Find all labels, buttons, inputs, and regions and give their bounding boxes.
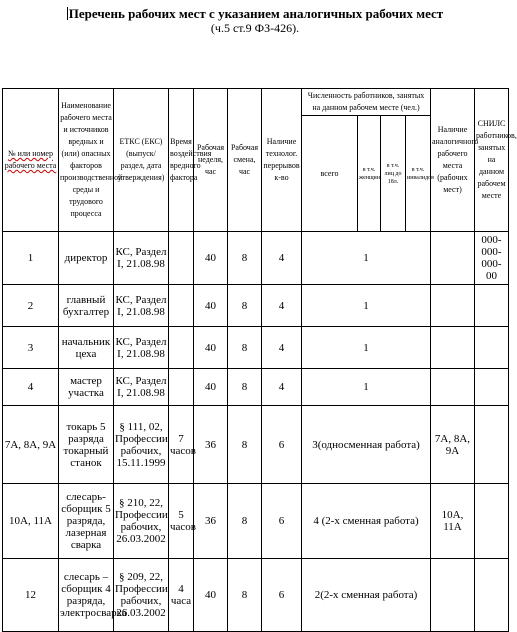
cell-breaks: 4 [262,285,302,327]
header-col-total: всего [302,116,358,232]
header-col-analog: Наличие аналогичного рабочего места (рабочих мест) [431,89,475,232]
cell-name: директор [59,232,114,285]
cell-shift: 8 [228,406,262,484]
table-row [3,406,509,484]
cell-snils [475,406,509,484]
cell-time: 4 часа [169,559,194,632]
cell-snils [475,285,509,327]
cell-num: 4 [3,369,59,406]
cell-etks: КС, Раздел I, 21.08.98 [114,285,169,327]
cell-total: 1 [302,327,431,369]
header-col-num: № или номер рабочего места [4,149,57,170]
cell-snils [475,559,509,632]
cell-time: 7 часов [169,406,194,484]
cell-week: 36 [194,406,228,484]
header-col-snils: СНИЛС работников, занятых на данном рабочем месте [475,89,509,232]
cell-num: 7А, 8А, 9А [3,406,59,484]
header-col-time: Время воздействия вредного фактора [169,89,194,232]
cell-etks: § 209, 22, Профессии рабочих, 26.03.2002 [114,559,169,632]
cell-breaks: 4 [262,232,302,285]
cell-breaks: 6 [262,559,302,632]
cell-shift: 8 [228,327,262,369]
cell-week: 40 [194,327,228,369]
cell-analog [431,327,475,369]
workplaces-table [2,88,517,632]
table-row [3,232,509,285]
cell-time: 5 часов [169,484,194,559]
cell-etks: КС, Раздел I, 21.08.98 [114,232,169,285]
cell-num: 1 [3,232,59,285]
cell-num: 10А, 11А [3,484,59,559]
cell-total: 4 (2-х сменная работа) [302,484,431,559]
cell-analog [431,559,475,632]
cell-analog [431,369,475,406]
cell-name: мастер участка [59,369,114,406]
cell-week: 36 [194,484,228,559]
header-group-count: Численность работников, занятых на данном рабочем месте (чел.) [302,89,431,116]
table-row [3,484,509,559]
cell-time [169,285,194,327]
cell-total: 3(односменная работа) [302,406,431,484]
header-col-disabled: в т.ч. инвалидов [406,116,431,232]
cell-name: главный бухгалтер [59,285,114,327]
cell-num: 12 [3,559,59,632]
text-cursor [67,7,68,20]
cell-time [169,369,194,406]
cell-analog [431,285,475,327]
cell-week: 40 [194,232,228,285]
cell-shift: 8 [228,559,262,632]
cell-analog [431,232,475,285]
table-row [3,369,509,406]
cell-snils [475,484,509,559]
header-col-breaks: Наличие технолог. перерывов к-во [262,89,302,232]
header-col-shift: Рабочая смена, час [228,89,262,232]
cell-total: 1 [302,232,431,285]
cell-shift: 8 [228,484,262,559]
cell-etks: КС, Раздел I, 21.08.98 [114,369,169,406]
cell-breaks: 4 [262,327,302,369]
cell-etks: КС, Раздел I, 21.08.98 [114,327,169,369]
cell-analog: 10А, 11А [431,484,475,559]
header-col-etks: ЕТКС (ЕКС) (выпуск/раздел, дата утверждения) [114,89,169,232]
cell-etks: § 111, 02, Профессии рабочих, 15.11.1999 [114,406,169,484]
cell-name: токарь 5 разряда токарный станок [59,406,114,484]
header-col-women: в т.ч. женщин [358,116,381,232]
cell-breaks: 6 [262,406,302,484]
cell-breaks: 4 [262,369,302,406]
header-col-week: Рабочая неделя, час [194,89,228,232]
cell-analog: 7А, 8А, 9А [431,406,475,484]
cell-snils [475,369,509,406]
cell-breaks: 6 [262,484,302,559]
table-row [3,285,509,327]
cell-time [169,232,194,285]
cell-total: 2(2-х сменная работа) [302,559,431,632]
header-row-1 [3,89,509,116]
cell-shift: 8 [228,369,262,406]
document-title-block [0,6,510,36]
cell-week: 40 [194,285,228,327]
cell-name: слесарь – сборщик 4 разряда, электросварка [59,559,114,632]
cell-snils [475,327,509,369]
cell-shift: 8 [228,285,262,327]
cell-shift: 8 [228,232,262,285]
table-row [3,327,509,369]
header-col-name: Наименование рабочего места и источников вредных и (или) опасных факторов производственной среды и трудового процесса [59,89,114,232]
cell-total: 1 [302,285,431,327]
cell-total: 1 [302,369,431,406]
cell-name: начальник цеха [59,327,114,369]
document-subtitle: (ч.5 ст.9 ФЗ-426). [210,21,300,35]
cell-etks: § 210, 22, Профессии рабочих, 26.03.2002 [114,484,169,559]
cell-time [169,327,194,369]
cell-week: 40 [194,559,228,632]
cell-name: слесарь-сборщик 5 разряда, лазерная сварка [59,484,114,559]
cell-snils: 000-000-000-00 [475,232,509,285]
cell-week: 40 [194,369,228,406]
table-row [3,559,509,632]
cell-num: 3 [3,327,59,369]
header-col-minors: в т.ч. лиц до 18л. [381,116,406,232]
cell-num: 2 [3,285,59,327]
document-title: Перечень рабочих мест с указанием аналогичных рабочих мест [68,6,444,21]
